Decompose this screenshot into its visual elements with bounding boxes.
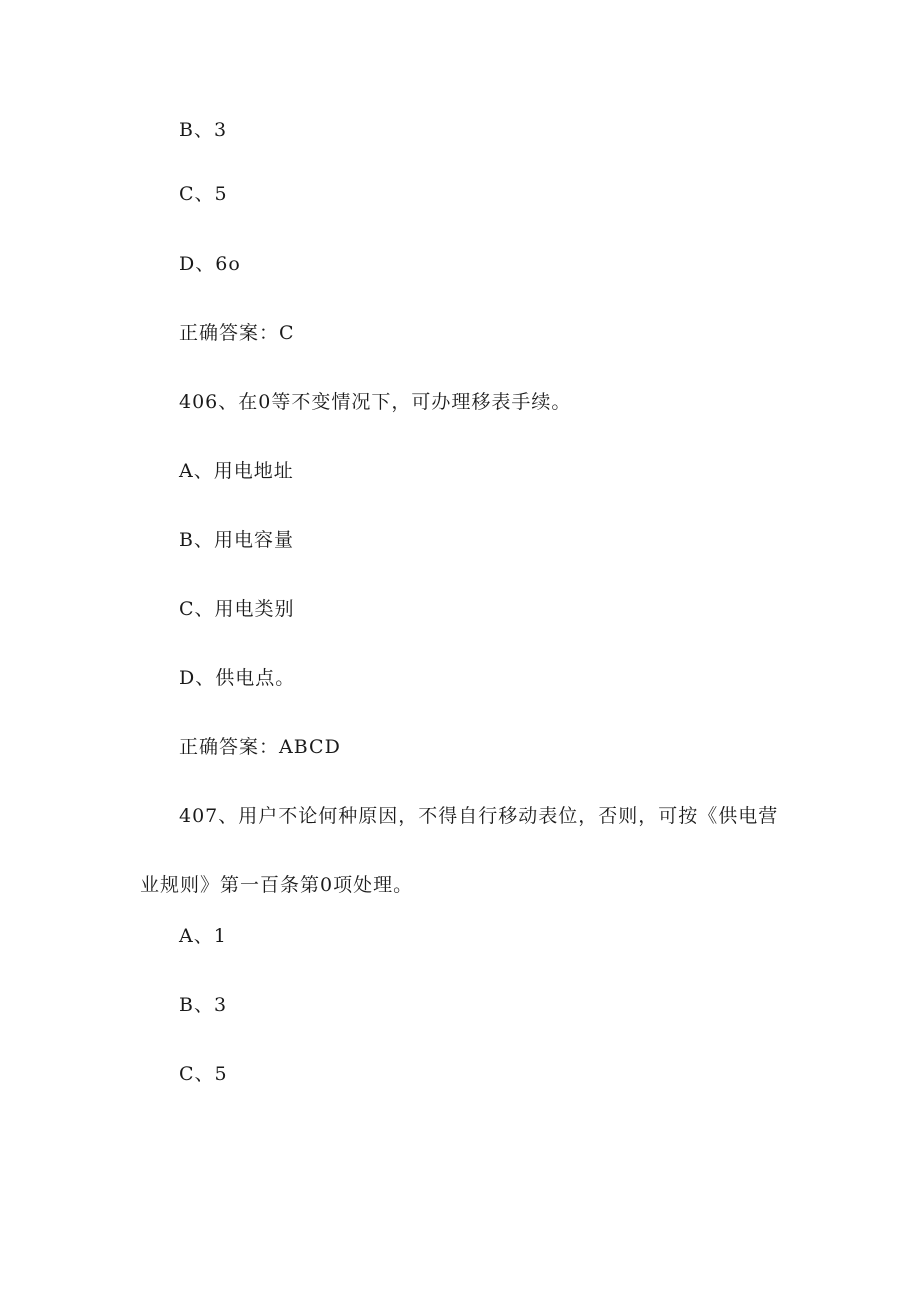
q406-option-b: B、用电容量 <box>179 529 294 551</box>
q406-option-a: A、用电地址 <box>179 460 294 482</box>
q406-option-c: C、用电类别 <box>179 598 295 620</box>
q406-question: 406、在0等不变情况下，可办理移表手续。 <box>179 391 572 413</box>
q407-question: 407、用户不论何种原因，不得自行移动表位，否则，可按《供电营业规则》第一百条第0项处理。 <box>140 805 779 896</box>
q405-answer: 正确答案：C <box>179 322 295 344</box>
q407-option-c: C、5 <box>179 1063 228 1085</box>
q405-option-d: D、6o <box>179 253 241 275</box>
q405-option-c: C、5 <box>179 183 228 205</box>
q405-option-b: B、3 <box>179 119 228 141</box>
q406-answer: 正确答案：ABCD <box>179 736 341 758</box>
q407-option-b: B、3 <box>179 994 228 1016</box>
q407-option-a: A、1 <box>179 925 227 947</box>
q406-option-d: D、供电点。 <box>179 667 296 689</box>
